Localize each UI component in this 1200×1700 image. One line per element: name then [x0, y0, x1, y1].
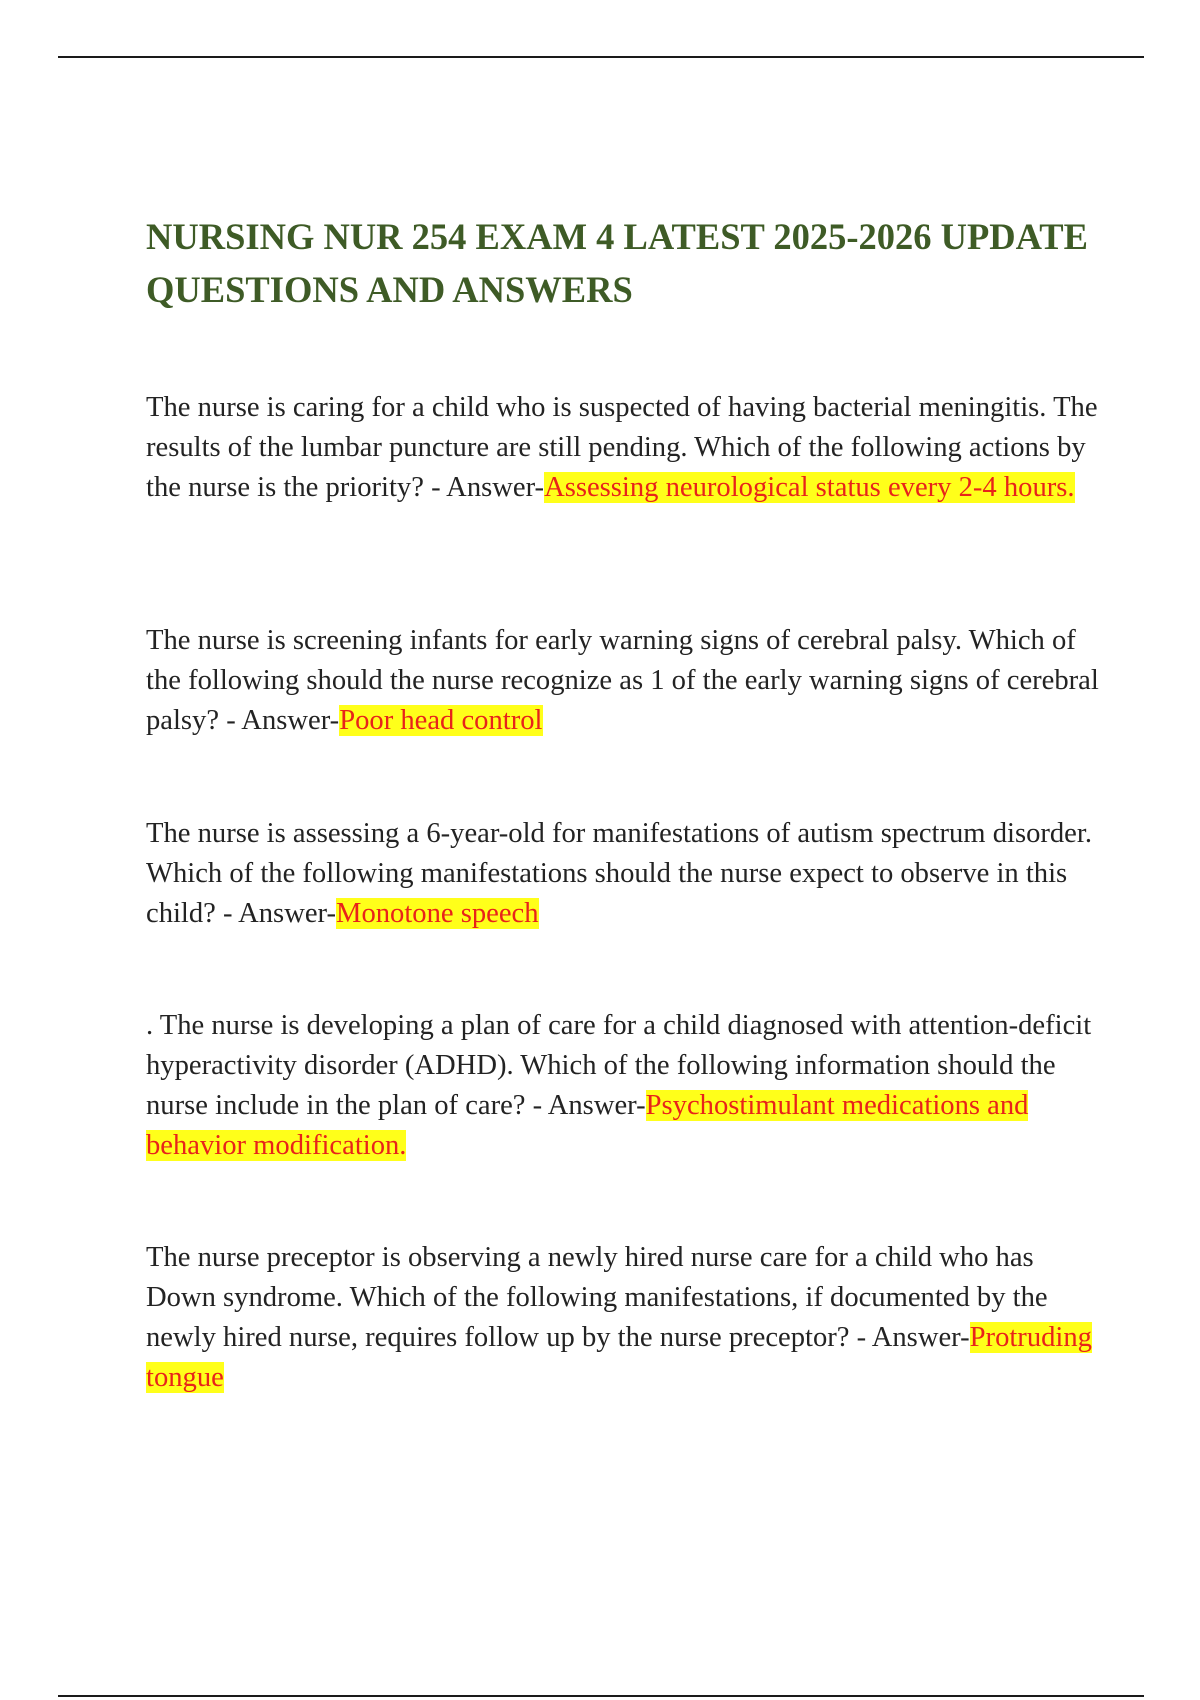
- answer-prefix: - Answer-: [525, 1090, 646, 1121]
- answer-prefix: - Answer-: [215, 898, 337, 929]
- question-text: The nurse is assessing a 6-year-old for manifestations of autism spectrum disorder. Which of the following manifestations should the nurse expect to observe in this child?: [146, 818, 1092, 929]
- bottom-rule: [58, 1695, 1144, 1697]
- answer-prefix: - Answer-: [219, 705, 340, 736]
- document-title: NURSING NUR 254 EXAM 4 LATEST 2025-2026 UPDATE QUESTIONS AND ANSWERS: [146, 216, 1088, 310]
- top-rule: [58, 56, 1144, 58]
- question-text: . The nurse is developing a plan of care for a child diagnosed with attention-deficit hyperactivity disorder (ADHD). Which of the following information should the nurse include in the plan of care?: [146, 1010, 1092, 1121]
- answer-prefix: - Answer-: [849, 1322, 970, 1353]
- answer-highlight: Assessing neurological status every 2-4 hours.: [544, 472, 1075, 503]
- question-text: The nurse is screening infants for early warning signs of cerebral palsy. Which of the following should the nurse recognize as 1 of the early warning signs of cerebral palsy?: [146, 625, 1099, 736]
- question-text: The nurse is caring for a child who is suspected of having bacterial meningitis. The results of the lumbar puncture are still pending. Which of the following actions by the nurse is the priority?: [146, 392, 1098, 503]
- qa-item: [146, 388, 1106, 508]
- qa-item: [146, 814, 1106, 934]
- answer-highlight: Psychostimulant medications and behavior modification.: [146, 1090, 1029, 1161]
- answer-prefix: - Answer-: [423, 472, 545, 503]
- qa-item: [146, 621, 1106, 741]
- question-text: The nurse preceptor is observing a newly hired nurse care for a child who has Down syndrome. Which of the following manifestations, if documented by the newly hired nurse, requires follow up by the nurse preceptor?: [146, 1242, 1048, 1353]
- qa-item: [146, 1006, 1106, 1166]
- answer-highlight: Poor head control: [339, 705, 543, 736]
- answer-highlight: Monotone speech: [336, 898, 539, 929]
- qa-item: [146, 1238, 1106, 1398]
- answer-highlight: Protruding tongue: [146, 1322, 1092, 1393]
